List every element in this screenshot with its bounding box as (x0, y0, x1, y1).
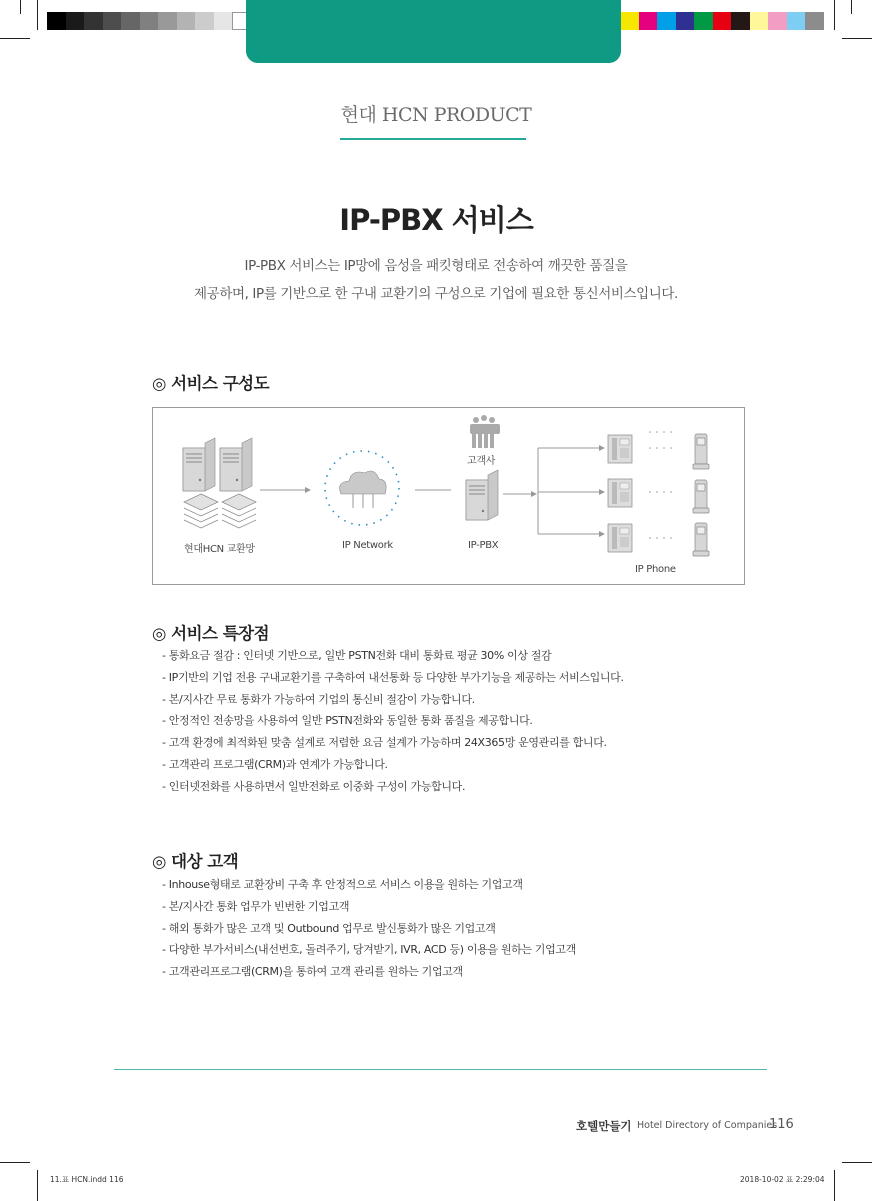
list-item: - 통화요금 절감 : 인터넷 기반으로, 일반 PSTN전화 대비 통화료 평균 30% 이상 절감 (162, 649, 552, 662)
features-list (162, 645, 624, 798)
list-item: - 고객관리 프로그램(CRM)과 연계가 가능합니다. (162, 757, 388, 771)
slug-file-info: 11.표 HCN.indd 116 (50, 1175, 124, 1184)
footer-book-title: 호텔만들기 (576, 1119, 632, 1133)
list-item: - 고객관리프로그램(CRM)을 통하여 고객 관리를 원하는 기업고객 (162, 965, 463, 979)
server-icon (183, 438, 215, 491)
list-item: - 다양한 부가서비스(내선번호, 돌려주기, 당겨받기, IVR, ACD 등) 이용을 원하는 기업고객 (162, 943, 576, 957)
label-ip-network: IP Network (342, 540, 393, 551)
router-stack-icon (184, 494, 256, 528)
customer-group-icon (470, 415, 500, 448)
page-number: 116 (769, 1117, 794, 1132)
crop-mark (0, 38, 30, 39)
label-ip-pbx: IP-PBX (468, 540, 499, 551)
section-heading-target: ◎ 대상 고객 (152, 852, 239, 871)
crop-mark (20, 0, 21, 14)
label-customer: 고객사 (467, 456, 496, 467)
service-diagram (152, 407, 745, 585)
footer-subtitle: Hotel Directory of Companies (637, 1120, 778, 1131)
list-item: - 고객 환경에 최적화된 맞춤 설계로 저렴한 요금 설계가 가능하며 24X365망 운영관리를 합니다. (162, 736, 607, 750)
ip-phone-icon (608, 479, 632, 507)
label-hcn-network: 현대HCN 교환망 (184, 544, 255, 555)
crop-mark (834, 0, 835, 30)
slug-timestamp: 2018-10-02 표 2:29:04 (740, 1175, 825, 1184)
list-item: - 본/지사간 무료 통화가 가능하여 기업의 통신비 절감이 가능합니다. (162, 692, 475, 706)
server-icon (220, 438, 252, 491)
page-kicker: 현대 HCN PRODUCT (340, 104, 532, 126)
crop-mark (851, 0, 852, 14)
crop-mark (37, 1170, 38, 1201)
color-bar (620, 12, 824, 30)
ip-phone-icon (608, 524, 632, 552)
kicker-underline (340, 138, 526, 140)
crop-mark (842, 1162, 872, 1163)
intro-line-1: IP-PBX 서비스는 IP망에 음성을 패킷형태로 전송하여 깨끗한 품질을 (244, 258, 628, 274)
list-item: - IP기반의 기업 전용 구내교환기를 구축하여 내선통화 등 다양한 부가기능을 제공하는 서비스입니다. (162, 670, 624, 684)
page-title: IP-PBX 서비스 (339, 203, 533, 237)
list-item: - 인터넷전화를 사용하면서 일반전화로 이중화 구성이 가능합니다. (162, 779, 466, 793)
gray-bar (47, 12, 251, 30)
intro-line-2: 제공하며, IP를 기반으로 한 구내 교환기의 구성으로 기업에 필요한 통신서비스입니다. (194, 286, 678, 302)
target-list (162, 874, 576, 983)
crop-mark (834, 1170, 835, 1201)
list-item: - 본/지사간 통화 업무가 빈번한 기업고객 (162, 899, 350, 913)
crop-mark (0, 1162, 30, 1163)
cloud-network-icon (325, 451, 399, 525)
section-heading-diagram: ◎ 서비스 구성도 (152, 374, 270, 393)
crop-mark (37, 0, 38, 30)
handset-icon (693, 434, 709, 556)
section-heading-features: ◎ 서비스 특장점 (152, 624, 270, 643)
server-icon (466, 470, 498, 520)
crop-mark (842, 38, 872, 39)
ip-phone-icon (608, 435, 632, 463)
list-item: - 안정적인 전송망을 사용하여 일반 PSTN전화와 동일한 통화 품질을 제공합니다. (162, 714, 533, 728)
list-item: - 해외 통화가 많은 고객 및 Outbound 업무로 발신통화가 많은 기업고객 (162, 921, 496, 935)
list-item: - Inhouse형태로 교환장비 구축 후 안정적으로 서비스 이용을 원하는 기업고객 (162, 878, 523, 891)
label-ip-phone: IP Phone (635, 564, 676, 575)
footer-rule (114, 1069, 767, 1070)
header-tab (246, 0, 621, 63)
